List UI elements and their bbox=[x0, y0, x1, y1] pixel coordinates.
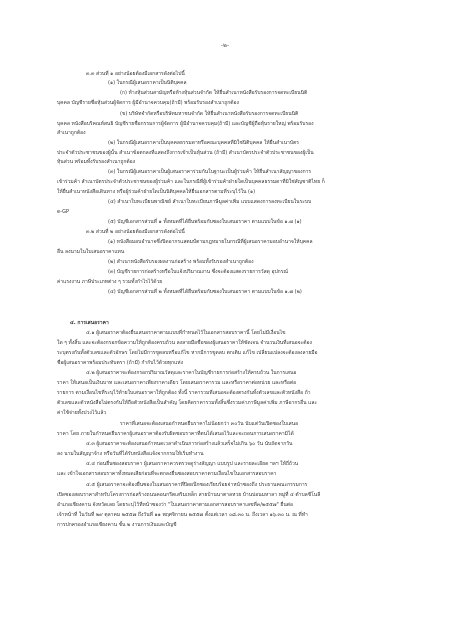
text-line: (๓) บัญชีรายการก่อสร้างหรือใบแจ้งปริมาณงาน ซึ่งจะต้องแสดงรายการวัสดุ อุปกรณ์ bbox=[108, 269, 289, 275]
text-line: ประจำตัวประชาชนของผู้นั้น สำเนาข้อตกลงที่แสดงถึงการเข้าเป็นหุ้นส่วน (ถ้ามี) สำเนาบัตรประจำตัวประชาชนของผู้เป็น bbox=[57, 150, 314, 156]
text-line: ให้ยื่นสำเนาหนังสือเดินทาง หรือผู้ร่วมค้าฝ่ายใดเป็นนิติบุคคลให้ยื่นเอกสารตามที่ระบุไว้ใน (๑) bbox=[57, 189, 256, 195]
text-line: ค่าแรงงาน ภาษีประเภทต่าง ๆ รวมทั้งกำไรไว้ด้วย bbox=[57, 279, 163, 285]
page-number: -๒- bbox=[220, 42, 230, 49]
text-line: (ก) ห้างหุ้นส่วนสามัญหรือห้างหุ้นส่วนจำกัด ให้ยื่นสำเนาหนังสือรับรองการจดทะเบียนนิติ bbox=[120, 90, 308, 96]
text-line: อื่น ลงนามในใบเสนอราคาแทน bbox=[57, 249, 125, 255]
text-line: รายการ ตามเงื่อนไขที่ระบุไว้ท้ายใบเสนอราคาให้ถูกต้อง ทั้งนี้ ราคารวมที่เสนอจะต้องตรงกันทั้งตัวเลขและตัวหนังสือ ถ้า bbox=[57, 390, 311, 396]
text-line: ๔.๒ ผู้เสนอราคาจะต้องกรอกปริมาณวัสดุและราคาในบัญชีรายการก่อสร้างให้ครบถ้วน ในการเสนอ bbox=[86, 370, 297, 376]
text-line: ค่าใช้จ่ายทั้งปวงไว้แล้ว bbox=[57, 410, 107, 416]
text-line: และ เข้าใจเอกสารสอบราคาทั้งหมดเสียก่อนที่จะตกลงยื่นซองสอบราคาตามเงื่อนไขในเอกสารสอบราคา bbox=[57, 471, 277, 477]
text-line: บุคคล หนังสือบริคณห์สนธิ บัญชีรายชื่อกรรมการผู้จัดการ ผู้มีอำนาจควบคุม(ถ้ามี) และบัญชีผู้ถือหุ้นรายใหญ่ พร้อมรับรอง bbox=[57, 121, 314, 127]
text-line: เจ้าหน้าที่ ในวันที่ ๒๙ ตุลาคม ๒๕๕๗ ถึงวันที่ ๑๑ พฤศจิกายน ๒๕๕๗ ตั้งแต่เวลา ๐๘.๓๐ น. ถึงเวลา ๑๖.๓๐ น. ณ ที่ทำ bbox=[57, 512, 308, 518]
text-line: ๓.๒ ส่วนที่ ๒ อย่างน้อยต้องมีเอกสารดังต่อไปนี้ bbox=[86, 229, 185, 235]
text-line: ๔.๓ ผู้เสนอราคาจะต้องเสนอกำหนดเวลาดำเนินการก่อสร้างแล้วเสร็จไม่เกิน ๖๐ วัน นับถัดจากวัน bbox=[86, 441, 293, 447]
text-line: (๑) ในกรณีผู้เสนอราคาเป็นนิติบุคคล bbox=[108, 80, 187, 86]
text-line: (๒) สำเนาหนังสือรับรองผลงานก่อสร้าง พร้อมทั้งรับรองสำเนาถูกต้อง bbox=[108, 259, 254, 265]
text-line: (๕) บัญชีเอกสารส่วนที่ ๑ ทั้งหมดที่ได้ยื่นพร้อมกับซองใบเสนอราคา ตามแบบในข้อ ๑.๗ (๑) bbox=[108, 219, 302, 225]
text-line: เข้าร่วมค้า สำเนาบัตรประจำตัวประชาชนของผู้ร่วมค้า และในกรณีที่ผู้เข้าร่วมค้าฝ่ายใดเป็นบุคคลธรรมดาที่มิใช่สัญชาติไทย ก็ bbox=[57, 179, 325, 185]
text-line: ๔.๕ ผู้เสนอราคาจะต้องยื่นซองใบเสนอราคาที่ปิดผนึกซองเรียบร้อยจ่าหน้าซองถึง ประธานคณะกรรมการ bbox=[86, 482, 308, 488]
text-line: (ข) บริษัทจำกัดหรือบริษัทมหาชนจำกัด ให้ยื่นสำเนาหนังสือรับรองการจดทะเบียนนิติ bbox=[120, 111, 299, 117]
text-line: (๔) บัญชีเอกสารส่วนที่ ๒ ทั้งหมดที่ได้ยื่นพร้อมกับซองใบเสนอราคา ตามแบบในข้อ ๑.๗ (๒) bbox=[108, 289, 302, 295]
text-line: เปิดซองสอบราคาสำหรับโครงการก่อสร้างถนนคอนกรีตเสริมเหล็ก สายบ้านนาตาลหวย บ้านบ่อนมหาลา หมู่ที่ ๔ ตำบลชีโนลี bbox=[57, 492, 321, 498]
section-heading: ๔. การเสนอราคา bbox=[70, 320, 109, 326]
text-line: ตัวเลขและตัวหนังสือไม่ตรงกันให้ถือตัวหนังสือเป็นสำคัญ โดยคิดราคารวมทั้งสิ้นซึ่งรวมค่าภาษีมูลค่าเพิ่ม ภาษีอากรอื่น และ bbox=[57, 400, 318, 406]
text-line: (๒) ในกรณีผู้เสนอราคาเป็นบุคคลธรรมดาหรือคณะบุคคลที่มิใช่นิติบุคคล ให้ยื่นสำเนาบัตร bbox=[108, 140, 299, 146]
text-line: (๓) ในกรณีผู้เสนอราคาเป็นผู้เสนอราคาร่วมกันในฐานะเป็นผู้ร่วมค้า ให้ยื่นสำเนาสัญญาของการ bbox=[108, 169, 312, 175]
text-line: การปกครองอำเภอเชียงคาน ชั้น ๒ งานการเงินและบัญชี bbox=[57, 522, 177, 528]
text-line: อำเภอเชียงคาน จังหวัดเลย โดยระบุไว้ที่หน้าซองว่า "ใบเสนอราคาตามเอกสารสอบราคาเลขที่๓/๒๕๕๗" ยื่นต่อ bbox=[57, 502, 294, 508]
text-line: ราคา โดย ภายในกำหนดยืนราคาผู้เสนอราคาต้องรับผิดชอบราคาที่ตนได้เสนอไว้และจะถอนการเสนอราคามิได้ bbox=[57, 431, 294, 437]
text-line: หุ้นส่วน พร้อมทั้งรับรองสำเนาถูกต้อง bbox=[57, 159, 136, 165]
text-line: ใด ๆ ทั้งสิ้น และจะต้องกรอกข้อความให้ถูกต้องครบถ้วน ลงลายมือชื่อของผู้เสนอราคาให้ชัดเจน จำนวนเงินที่เสนอจะต้อง bbox=[57, 340, 312, 346]
text-line: ชื่อผู้เสนอราคาพร้อมประทับตรา (ถ้ามี) กำกับไว้ด้วยทุกแห่ง bbox=[57, 360, 184, 366]
text-line: (๑) หนังสือมอบอำนาจซึ่งปิดอากรแสตมป์ตามกฎหมายในกรณีที่ผู้เสนอราคามอบอำนาจให้บุคคล bbox=[108, 239, 313, 245]
text-line: ลง นามในสัญญาจ้าง หรือวันที่ได้รับหนังสือแจ้งจากกรมให้เริ่มทำงาน bbox=[57, 451, 204, 457]
text-line: ๓.๓ ส่วนที่ ๑ อย่างน้อยต้องมีเอกสารดังต่อไปนี้ bbox=[86, 71, 185, 77]
text-line: (๔) สำเนาใบทะเบียนพาณิชย์ สำเนาใบทะเบียนภาษีมูลค่าเพิ่ม แบบแสดงการลงทะเบียนในระบบ bbox=[108, 199, 312, 205]
text-line: ราคา ให้เสนอเป็นเงินบาท และเสนอราคาเพียงราคาเดียว โดยเสนอราคารวม และหรือราคาต่อหน่วย และหรือต่อ bbox=[57, 380, 297, 386]
text-line: ๔.๑ ผู้เสนอราคาต้องยื่นเสนอราคาตามแบบที่กำหนดไว้ในเอกสารสอบราคานี้ โดยไม่มีเงื่อนไข bbox=[86, 330, 286, 336]
text-line: ๔.๔ ก่อนยื่นซองสอบราคา ผู้เสนอราคาควรตรวจดูร่างสัญญา แบบรูป และรายละเอียด ฯลฯ ให้ถี่ถ้วน bbox=[86, 461, 299, 467]
text-line: e-GP bbox=[57, 209, 69, 215]
text-line: ราคาที่เสนอจะต้องเสนอกำหนดยืนราคาไม่น้อยกว่า ๓๐วัน นับแต่วันเปิดซองใบเสนอ bbox=[120, 421, 299, 427]
text-line: บุคคล บัญชีรายชื่อหุ้นส่วนผู้จัดการ ผู้มีอำนาจควบคุม(ถ้ามี) พร้อมรับรองสำเนาถูกต้อง bbox=[57, 100, 239, 106]
text-line: ระบุตรงกันทั้งตัวเลขและตัวอักษร โดยไม่มีการขูดลบหรือแก้ไข หากมีการขูดลบ ตกเติม แก้ไข เปลี่ยนแปลงจะต้องลงลายมือ bbox=[57, 350, 318, 356]
text-line: สำเนาถูกต้อง bbox=[57, 130, 86, 136]
